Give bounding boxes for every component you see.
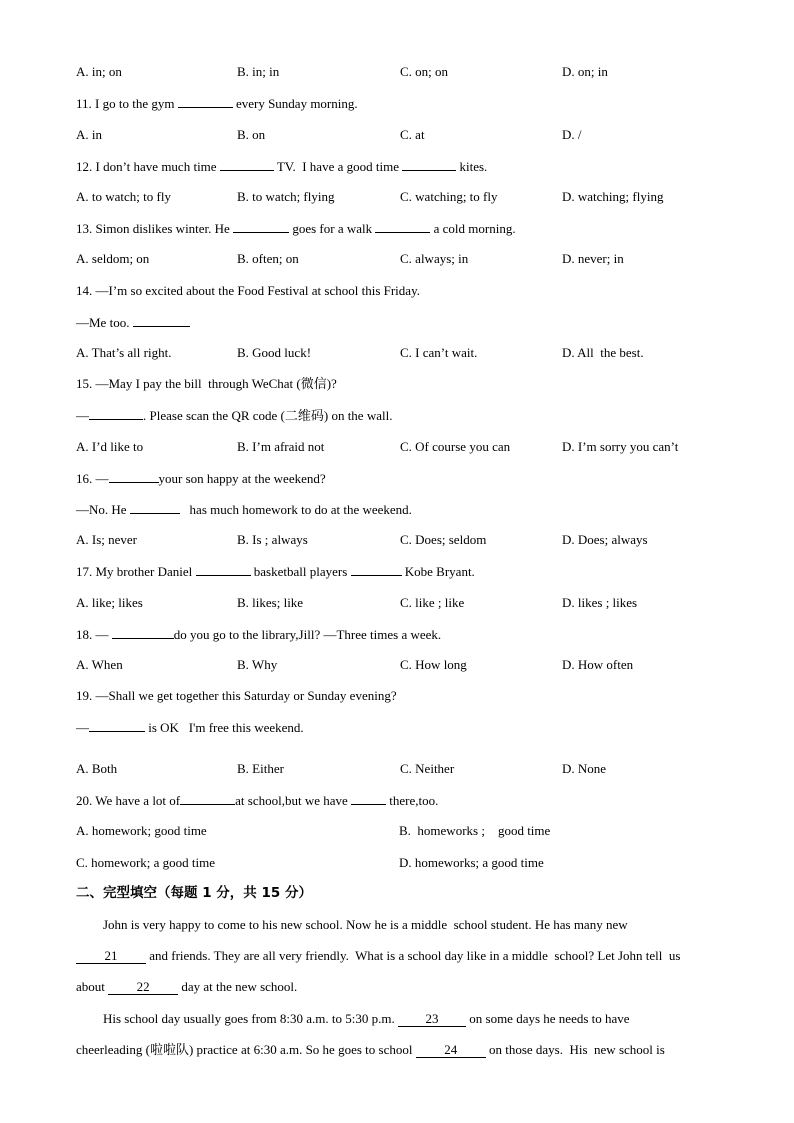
q17-option-b: B. likes; like	[237, 595, 304, 610]
q14-blank	[133, 314, 190, 327]
passage-p2-line-1	[103, 1011, 630, 1027]
q12-blank-1	[220, 158, 274, 171]
passage-p1-line-2-text: and friends. They are all very friendly. What is a school day like in a middle school? Let John tell us	[146, 948, 681, 963]
passage-p1-line-3-pre: about	[76, 979, 109, 994]
passage-p2-line-2	[76, 1042, 665, 1058]
q17-text-pre: 17. My brother Daniel	[76, 564, 196, 579]
q11-option-d: D. /	[562, 127, 582, 142]
q20-text-post: there,too.	[386, 793, 439, 808]
q14-options	[76, 345, 726, 361]
q17-text-post: Kobe Bryant.	[401, 564, 475, 579]
q11-stem	[76, 95, 358, 112]
q13-options	[76, 251, 726, 267]
q20-option-a: A. homework; good time	[76, 823, 207, 838]
blank-22: 22	[108, 979, 178, 995]
q15-option-c: C. Of course you can	[400, 439, 511, 454]
q16-line-1-pre: 16. —	[76, 471, 109, 486]
q13-option-b: B. often; on	[237, 251, 299, 266]
q17-stem	[76, 563, 475, 580]
q20-options-row-1	[76, 823, 726, 839]
q20-text-mid: at school,but we have	[235, 793, 352, 808]
q16-line-2	[76, 501, 412, 518]
q12-option-d: D. watching; flying	[562, 189, 664, 204]
q11-text-post: every Sunday morning.	[232, 96, 358, 111]
blank-23: 23	[398, 1011, 466, 1027]
q19-blank	[89, 719, 145, 732]
q15-option-d: D. I’m sorry you can’t	[562, 439, 679, 454]
q16-blank-2	[130, 501, 180, 514]
q12-option-a: A. to watch; to fly	[76, 189, 171, 204]
blank-21: 21	[76, 948, 146, 964]
q10-options	[76, 64, 726, 80]
q12-text-post: kites.	[456, 159, 488, 174]
passage-p2-line-2-post: on those days. His new school is	[485, 1042, 665, 1057]
section-2-heading: 二、完型填空（每题 1 分，共 15 分）	[76, 885, 312, 901]
q18-text-post: do you go to the library,Jill? —Three times a week.	[173, 627, 442, 642]
q16-line-1-post: your son happy at the weekend?	[158, 471, 326, 486]
q12-option-c: C. watching; to fly	[400, 189, 498, 204]
q16-option-d: D. Does; always	[562, 532, 648, 547]
q15-line-2-post: . Please scan the QR code (二维码) on the wall.	[143, 408, 393, 423]
q17-blank-2	[351, 563, 402, 576]
q11-option-c: C. at	[400, 127, 425, 142]
q13-stem	[76, 220, 516, 237]
passage-p1-line-2	[76, 948, 680, 964]
q19-options	[76, 761, 726, 777]
passage-p1-line-3-post: day at the new school.	[178, 979, 298, 994]
q20-option-c: C. homework; a good time	[76, 855, 216, 870]
q17-option-a: A. like; likes	[76, 595, 143, 610]
q14-line-2	[76, 314, 190, 331]
q13-text-pre: 13. Simon dislikes winter. He	[76, 221, 234, 236]
q19-option-d: D. None	[562, 761, 607, 776]
blank-24: 24	[416, 1042, 486, 1058]
q12-option-b: B. to watch; flying	[237, 189, 335, 204]
q15-line-2	[76, 407, 392, 424]
q14-line-1: 14. —I’m so excited about the Food Festival at school this Friday.	[76, 283, 420, 298]
passage-p2-line-2-pre: cheerleading (啦啦队) practice at 6:30 a.m. So he goes to school	[76, 1042, 416, 1057]
q13-option-d: D. never; in	[562, 251, 624, 266]
q20-blank-2	[351, 792, 386, 805]
q16-line-2-post: has much homework to do at the weekend.	[179, 502, 412, 517]
q12-text-pre: 12. I don’t have much time	[76, 159, 220, 174]
passage-p1-line-1: John is very happy to come to his new school. Now he is a middle school student. He has many new	[103, 917, 628, 932]
q11-text-pre: 11. I go to the gym	[76, 96, 178, 111]
q14-option-b: B. Good luck!	[237, 345, 312, 360]
q11-blank	[178, 95, 233, 108]
q13-option-c: C. always; in	[400, 251, 469, 266]
q15-option-b: B. I’m afraid not	[237, 439, 325, 454]
q19-line-2-pre: —	[76, 720, 89, 735]
q19-option-c: C. Neither	[400, 761, 455, 776]
q16-options	[76, 532, 726, 548]
passage-p2-line-1-post: on some days he needs to have	[466, 1011, 630, 1026]
q12-stem	[76, 158, 487, 175]
q17-text-mid: basketball players	[250, 564, 351, 579]
q11-option-b: B. on	[237, 127, 266, 142]
q18-blank	[112, 626, 174, 639]
q15-option-a: A. I’d like to	[76, 439, 144, 454]
passage-p2-line-1-pre: His school day usually goes from 8:30 a.m. to 5:30 p.m.	[103, 1011, 399, 1026]
q16-line-2-pre: —No. He	[76, 502, 130, 517]
q19-option-a: A. Both	[76, 761, 118, 776]
q16-option-a: A. Is; never	[76, 532, 138, 547]
q13-text-mid: goes for a walk	[289, 221, 376, 236]
q20-text-pre: 20. We have a lot of	[76, 793, 181, 808]
q13-blank-1	[233, 220, 289, 233]
q15-blank	[89, 407, 143, 420]
q18-option-b: B. Why	[237, 657, 278, 672]
q12-options	[76, 189, 726, 205]
q14-option-a: A. That’s all right.	[76, 345, 172, 360]
q16-blank-1	[109, 470, 159, 483]
q10-option-c: C. on; on	[400, 64, 449, 79]
q12-blank-2	[402, 158, 456, 171]
q15-line-2-pre: —	[76, 408, 89, 423]
q18-option-a: A. When	[76, 657, 123, 672]
q11-options	[76, 127, 726, 143]
q17-options	[76, 595, 726, 611]
passage-p1-line-3	[76, 979, 297, 995]
q14-line-2-text: —Me too.	[76, 315, 133, 330]
q20-blank-1	[180, 792, 235, 805]
q16-line-1	[76, 470, 326, 487]
q19-option-b: B. Either	[237, 761, 284, 776]
q16-option-b: B. Is ; always	[237, 532, 308, 547]
q12-text-mid: TV. I have a good time	[273, 159, 403, 174]
q17-blank-1	[196, 563, 251, 576]
q19-line-1: 19. —Shall we get together this Saturday or Sunday evening?	[76, 688, 397, 703]
q17-option-d: D. likes ; likes	[562, 595, 638, 610]
q18-stem	[76, 626, 441, 643]
q13-text-post: a cold morning.	[430, 221, 516, 236]
q15-line-1: 15. —May I pay the bill through WeChat (微信)?	[76, 376, 337, 391]
q16-option-c: C. Does; seldom	[400, 532, 487, 547]
q15-options	[76, 439, 726, 455]
q13-option-a: A. seldom; on	[76, 251, 150, 266]
q18-option-c: C. How long	[400, 657, 467, 672]
q18-text-pre: 18. —	[76, 627, 112, 642]
q11-option-a: A. in	[76, 127, 102, 142]
q20-option-b: B. homeworks ; good time	[399, 823, 551, 838]
q14-option-c: C. I can’t wait.	[400, 345, 478, 360]
q19-line-2-post: is OK I'm free this weekend.	[145, 720, 304, 735]
q20-options-row-2	[76, 855, 726, 871]
q13-blank-2	[375, 220, 430, 233]
q18-option-d: D. How often	[562, 657, 634, 672]
q17-option-c: C. like ; like	[400, 595, 465, 610]
q10-option-b: B. in; in	[237, 64, 280, 79]
q18-options	[76, 657, 726, 673]
q10-option-a: A. in; on	[76, 64, 122, 79]
q14-option-d: D. All the best.	[562, 345, 644, 360]
q20-stem	[76, 792, 438, 809]
q10-option-d: D. on; in	[562, 64, 608, 79]
q19-line-2	[76, 719, 304, 736]
q20-option-d: D. homeworks; a good time	[399, 855, 544, 870]
